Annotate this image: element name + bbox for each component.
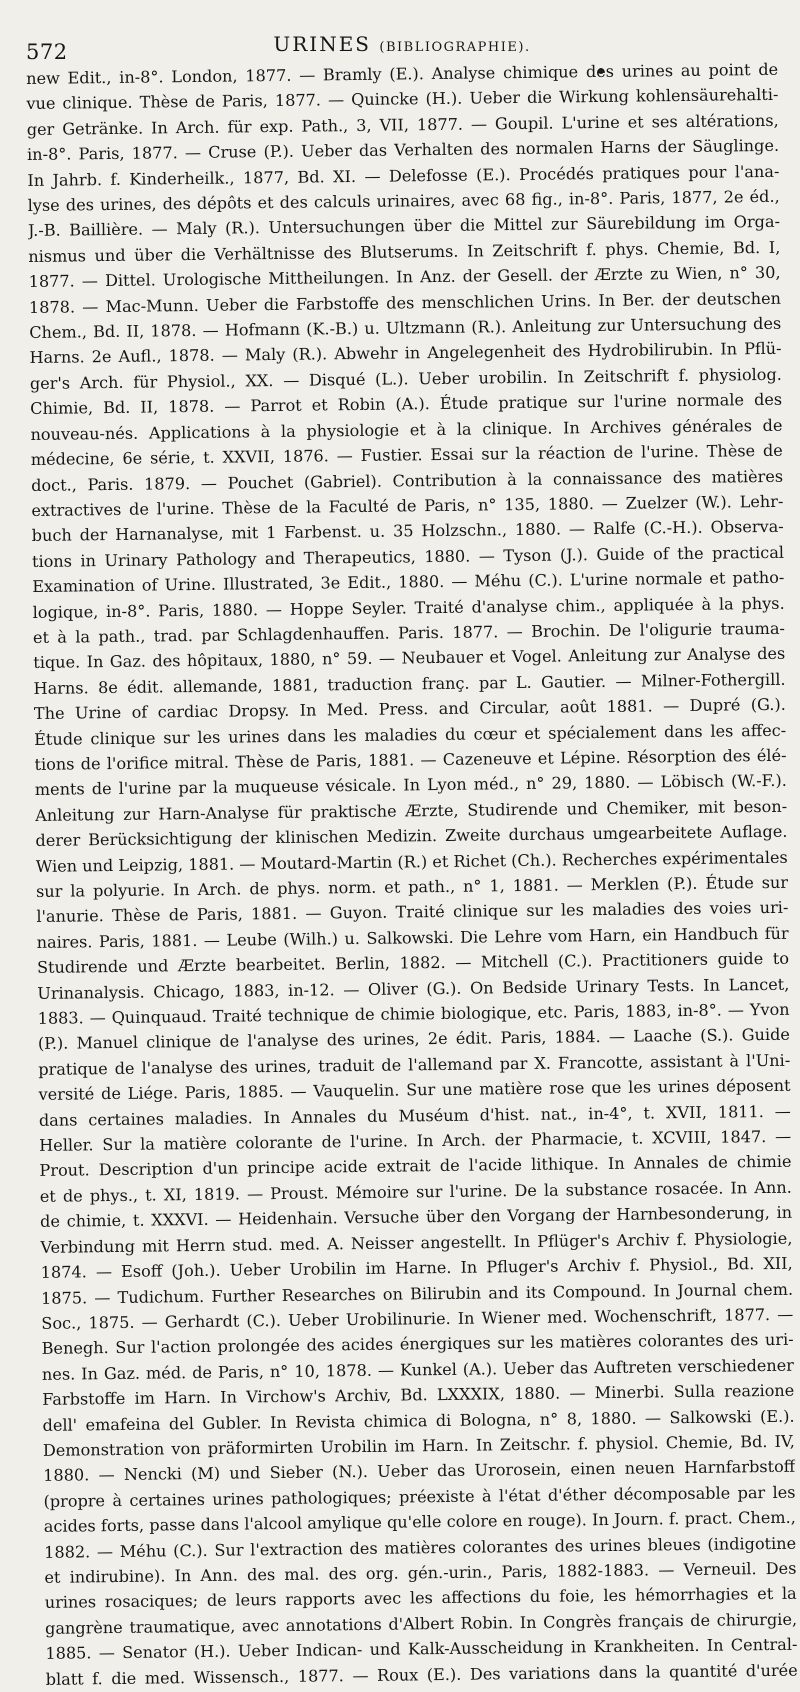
- text-line: derer Berücksichtigung der klinischen Medizin. Zweite durchaus umgearbeitete Auflage.: [35, 821, 788, 851]
- text-line: 1882. — Méhu (C.). Sur l'extraction des matières colorantes des urines bleues (indigotine: [44, 1533, 797, 1562]
- text-line: de chimie, t. XXXVI. — Heidenhain. Versuche über den Vorgang der Harnbesonderung, in: [40, 1203, 793, 1232]
- text-line: naires. Paris, 1881. — Leube (Wilh.) u. Salkowski. Die Lehre vom Harn, ein Handbuch für: [36, 923, 789, 952]
- text-line: In Jahrb. f. Kinderheilk., 1877, Bd. XI. — Delefosse (E.). Procédés pratiques pour l'ana-: [27, 161, 780, 190]
- text-line: J.-B. Baillière. — Maly (R.). Untersuchungen über die Mittel zur Säurebildung im Orga-: [27, 212, 781, 241]
- running-title-subtitle: (BIBLIOGRAPHIE).: [379, 40, 531, 55]
- text-line: Farbstoffe im Harn. In Virchow's Archiv, Bd. LXXXIX, 1880. — Minerbi. Sulla reazione: [42, 1380, 795, 1410]
- text-line: Prout. Description d'un principe acide extrait de l'acide lithique. In Annales de chimie: [39, 1152, 792, 1181]
- text-line: buch der Harnanalyse, mit 1 Farbenst. u. 35 Holzschn., 1880. — Ralfe (C.-H.). Observa-: [31, 517, 784, 546]
- text-line: Benegh. Sur l'action prolongée des acides énergiques sur les matières colorantes des uri-: [41, 1330, 794, 1359]
- text-line: 1877. — Dittel. Urologische Mittheilungen. In Anz. der Gesell. der Ærzte zu Wien, n° 30,: [28, 263, 781, 292]
- text-line: (propre à certaines urines pathologiques; préexiste à l'état d'éther décomposable par les: [43, 1482, 796, 1511]
- text-line: Chem., Bd. II, 1878. — Hofmann (K.-B.) u. Ultzmann (R.). Anleitung zur Untersuchung des: [29, 313, 782, 343]
- text-line: Harns. 2e Aufl., 1878. — Maly (R.). Abwehr in Angelegenheit des Hydrobilirubin. In Pflü-: [29, 339, 782, 368]
- text-line: Wien und Leipzig, 1881. — Moutard-Martin (R.) et Richet (Ch.). Recherches expérimentales: [35, 847, 788, 876]
- text-line: in-8°. Paris, 1877. — Cruse (P.). Ueber das Verhalten des normalen Harns der Säuglinge.: [26, 136, 780, 165]
- text-line: Studirende und Ærzte bearbeitet. Berlin, 1882. — Mitchell (C.). Practitioners guide to: [36, 948, 790, 978]
- running-title: [26, 32, 778, 56]
- text-line: ger's Arch. für Physiol., XX. — Disqué (L.). Ueber urobilin. In Zeitschrift f. physiolog.: [29, 364, 782, 393]
- text-line: vue clinique. Thèse de Paris, 1877. — Quincke (H.). Ueber die Wirkung kohlensäurehalti-: [26, 85, 779, 114]
- text-line: 1878. — Mac-Munn. Ueber die Farbstoffe des menschlichen Urins. In Ber. der deutschen: [28, 288, 782, 317]
- text-line: 1880. — Nencki (M) und Sieber (N.). Ueber das Urorosein, einen neuen Harnfarbstoff: [43, 1457, 796, 1486]
- text-line: médecine, 6e série, t. XXVII, 1876. — Fustier. Essai sur la réaction de l'urine. Thèse de: [30, 440, 783, 470]
- text-line: Étude clinique sur les urines dans les maladies du cœur et spécialement dans les affec-: [34, 720, 787, 749]
- text-line: Anleitung zur Harn-Analyse für praktische Ærzte, Studirende und Chemiker, mit beson-: [35, 796, 788, 825]
- text-line: l'anurie. Thèse de Paris, 1881. — Guyon. Traité clinique sur les maladies des voies uri-: [36, 898, 789, 927]
- text-line: Urinanalysis. Chicago, 1883, in-12. — Oliver (G.). On Bedside Urinary Tests. In Lancet,: [37, 974, 790, 1003]
- text-line: et de phys., t. XI, 1819. — Proust. Mémoire sur l'urine. De la substance rosacée. In Ann.: [39, 1177, 792, 1206]
- text-line: urines rosaciques; de leurs rapports avec les affections du foie, les hémorrhagies et la: [44, 1584, 797, 1613]
- text-line: nismus und über die Verhältnisse des Blutserums. In Zeitschrift f. phys. Chemie, Bd. I,: [28, 237, 781, 266]
- text-line: pratique de l'analyse des urines, traduit de l'allemand par X. Francotte, assistant à l'Uni-: [38, 1050, 791, 1079]
- bibliography-text: [26, 57, 798, 1692]
- text-line: tions in Urinary Pathology and Therapeutics, 1880. — Tyson (J.). Guide of the practical: [31, 542, 785, 571]
- text-line: Heller. Sur la matière colorante de l'urine. In Arch. der Pharmacie, t. XCVIII, 1847. —: [39, 1126, 792, 1155]
- text-line: lyse des urines, des dépôts et des calculs urinaires, avec 68 fig., in-8°. Paris, 1877, 2e éd.,: [27, 186, 780, 216]
- text-line: nes. In Gaz. méd. de Paris, n° 10, 1878. — Kunkel (A.). Ueber das Auftreten verschiedener: [41, 1355, 795, 1384]
- text-line: versité de Liége. Paris, 1885. — Vauquelin. Sur une matière rose que les urines déposent: [38, 1075, 791, 1105]
- text-line: 1874. — Esoff (Joh.). Ueber Urobilin im Harne. In Pfluger's Archiv f. Physiol., Bd. XII,: [40, 1253, 793, 1283]
- text-line: extractives de l'urine. Thèse de la Faculté de Paris, n° 135, 1880. — Zuelzer (W.). Lehr-: [31, 491, 784, 520]
- text-line: 1885. — Senator (H.). Ueber Indican- und Kalk-Ausscheidung in Krankheiten. In Central-: [45, 1634, 798, 1664]
- text-line: ments de l'urine par la muqueuse vésicale. In Lyon méd., n° 29, 1880. — Löbisch (W.-F.).: [34, 771, 787, 800]
- text-line: Demonstration von präformirten Urobilin im Harn. In Zeitschr. f. physiol. Chemie, Bd. IV,: [42, 1431, 795, 1460]
- page-number: 572: [26, 40, 68, 64]
- text-line: 1883. — Quinquaud. Traité technique de chimie biologique, etc. Paris, 1883, in-8°. — Yvon: [37, 999, 790, 1028]
- text-line: acides forts, passe dans l'alcool amylique qu'elle colore en rouge). In Journ. f. pract. Chem.,: [43, 1507, 796, 1537]
- text-line: Chimie, Bd. II, 1878. — Parrot et Robin (A.). Étude pratique sur l'urine normale des: [30, 390, 783, 419]
- text-line: sur la polyurie. In Arch. de phys. norm. et path., n° 1, 1881. — Merklen (P.). Étude sur: [35, 872, 789, 901]
- text-line: nouveau-nés. Applications à la physiologie et à la clinique. In Archives générales de: [30, 415, 783, 444]
- text-line: The Urine of cardiac Dropsy. In Med. Press. and Circular, août 1881. — Dupré (G.).: [33, 694, 786, 724]
- text-line: logique, in-8°. Paris, 1880. — Hoppe Seyler. Traité d'analyse chim., appliquée à la phys.: [32, 593, 785, 622]
- text-line: 1875. — Tudichum. Further Researches on Bilirubin and its Compound. In Journal chem.: [40, 1279, 794, 1308]
- text-line: (P.). Manuel clinique de l'analyse des urines, 2e édit. Paris, 1884. — Laache (S.). Guide: [37, 1025, 791, 1054]
- text-line: tions de l'orifice mitral. Thèse de Paris, 1881. — Cazeneuve et Lépine. Résorption des élé-: [34, 745, 787, 774]
- text-line: Examination of Urine. Illustrated, 3e Edit., 1880. — Méhu (C.). L'urine normale et patho-: [32, 567, 785, 597]
- text-line: dell' emafeina del Gubler. In Revista chimica di Bologna, n° 8, 1880. — Salkowski (E.).: [42, 1406, 795, 1435]
- text-line: blatt f. die med. Wissensch., 1877. — Roux (E.). Des variations dans la quantité d'urée: [45, 1660, 798, 1689]
- text-line: tique. In Gaz. des hôpitaux, 1880, n° 59. — Neubauer et Vogel. Anleitung zur Analyse des: [33, 644, 786, 673]
- text-line: ger Getränke. In Arch. für exp. Path., 3, VII, 1877. — Goupil. L'urine et ses altérations,: [26, 110, 779, 139]
- text-line: new Edit., in-8°. London, 1877. — Bramly (E.). Analyse chimique des urines au point de: [26, 59, 779, 88]
- text-line: Soc., 1875. — Gerhardt (C.). Ueber Urobilinurie. In Wiener med. Wochenschrift, 1877. —: [41, 1304, 794, 1333]
- text-line: doct., Paris. 1879. — Pouchet (Gabriel). Contribution à la connaissance des matières: [31, 466, 784, 495]
- text-line: et indirubine). In Ann. des mal. des org. gén.-urin., Paris, 1882-1883. — Verneuil. Des: [44, 1558, 797, 1587]
- text-line: et à la path., trad. par Schlagdenhauffen. Paris. 1877. — Brochin. De l'oligurie trauma-: [32, 618, 786, 647]
- text-line: Verbindung mit Herrn stud. med. A. Neisser angestellt. In Pflüger's Archiv f. Physiologie,: [40, 1228, 793, 1257]
- text-line: dans certaines maladies. In Annales du Muséum d'hist. nat., in-4°, t. XVII, 1811. —: [38, 1101, 791, 1130]
- text-line: Harns. 8e édit. allemande, 1881, traduction franç. par L. Gautier. — Milner-Fothergill.: [33, 669, 786, 698]
- running-title-main: URINES: [273, 32, 372, 56]
- text-line: gangrène traumatique, avec annotations d'Albert Robin. In Congrès français de chirurgie,: [44, 1609, 798, 1638]
